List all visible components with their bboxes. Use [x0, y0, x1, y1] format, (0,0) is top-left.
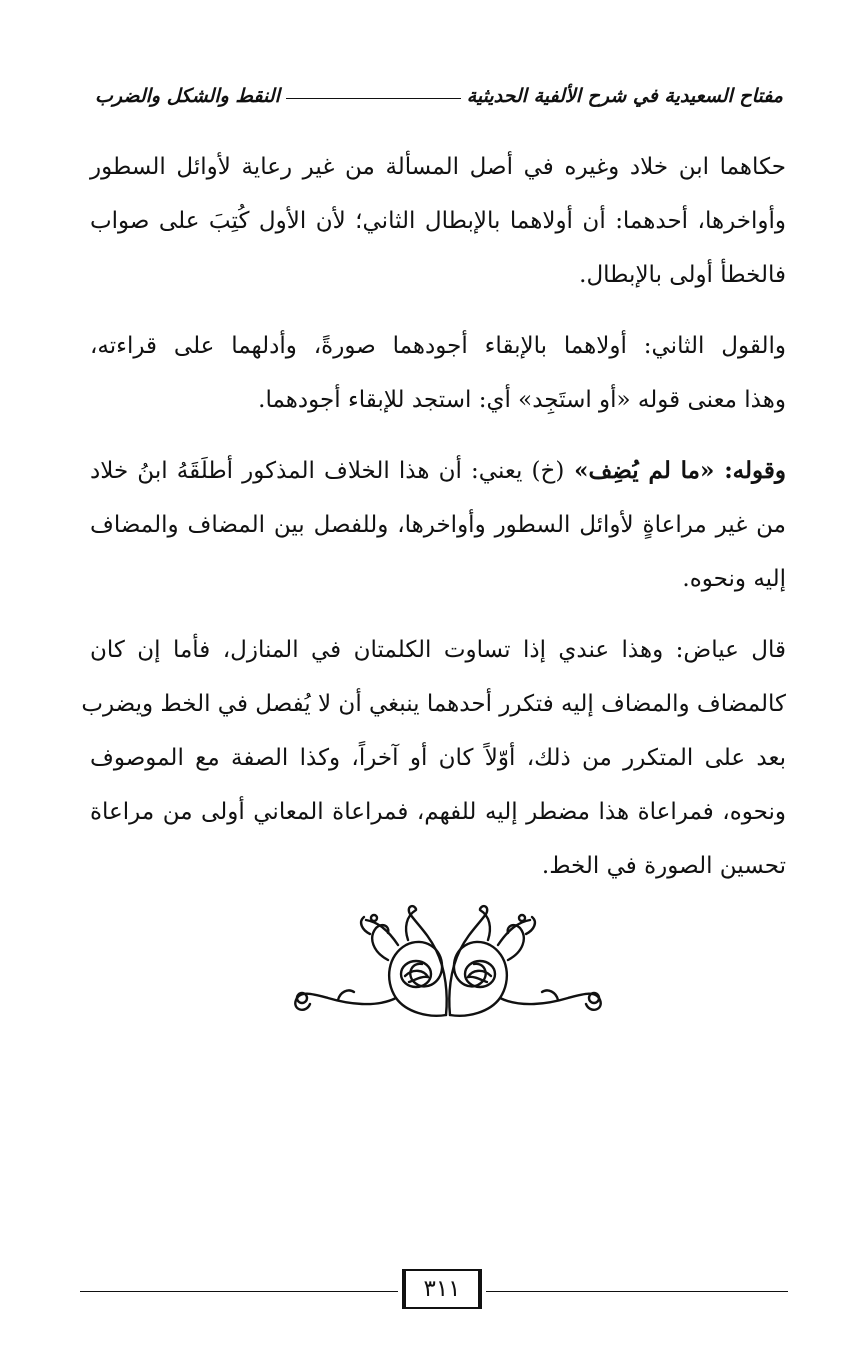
text-line [90, 444, 786, 498]
body-text [81, 140, 787, 910]
chapter-title: النقط والشكل والضرب [95, 85, 280, 107]
page-number: ٣١١ [402, 1269, 482, 1309]
text-line: بعد على المتكرر من ذلك، أوّلاً كان أو آخراً، وكذا الصفة مع الموصوف [90, 745, 786, 771]
running-header [95, 78, 783, 114]
text-line: كالمضاف والمضاف إليه فتكرر أحدهما ينبغي أن لا يُفصل في الخط ويضرب [81, 691, 786, 717]
book-title: مفتاح السعيدية في شرح الألفية الحديثية [466, 85, 783, 107]
text-line: إليه ونحوه. [682, 566, 786, 592]
text-line: وهذا معنى قوله «أو استَجِد» أي: استجد للإبقاء أجودهما. [258, 387, 786, 413]
text-line: ونحوه، فمراعاة هذا مضطر إليه للفهم، فمراعاة المعاني أولى من مراعاة [90, 799, 786, 825]
footer-rule-left [80, 1291, 398, 1292]
text-line: قال عياض: وهذا عندي إذا تساوت الكلمتان في المنازل، فأما إن كان [90, 637, 786, 663]
footer-rule-right [486, 1291, 788, 1292]
text-line-rest: (خ) يعني: أن هذا الخلاف المذكور أطلَقَهُ ابنُ خلاد [90, 458, 565, 484]
text-line: حكاهما ابن خلاد وغيره في أصل المسألة من غير رعاية لأوائل السطور [90, 154, 786, 180]
paragraph-2 [90, 319, 786, 427]
page-footer [80, 1265, 788, 1320]
text-line: من غير مراعاةٍ لأوائل السطور وأواخرها، وللفصل بين المضاف والمضاف [90, 512, 786, 538]
decorative-ornament [278, 900, 618, 1025]
quoted-term: وقوله: «ما لم يُضِف» [564, 457, 787, 484]
header-rule [286, 98, 461, 99]
text-line: والقول الثاني: أولاهما بالإبقاء أجودهما صورةً، وأدلهما على قراءته، [90, 333, 786, 359]
paragraph-3 [90, 444, 786, 606]
text-line: وأواخرها، أحدهما: أن أولاهما بالإبطال الثاني؛ لأن الأول كُتِبَ على صواب [90, 208, 786, 234]
paragraph-1 [90, 140, 786, 302]
text-line: فالخطأ أولى بالإبطال. [579, 262, 786, 288]
text-line: تحسين الصورة في الخط. [541, 853, 786, 879]
paragraph-4 [81, 623, 786, 893]
